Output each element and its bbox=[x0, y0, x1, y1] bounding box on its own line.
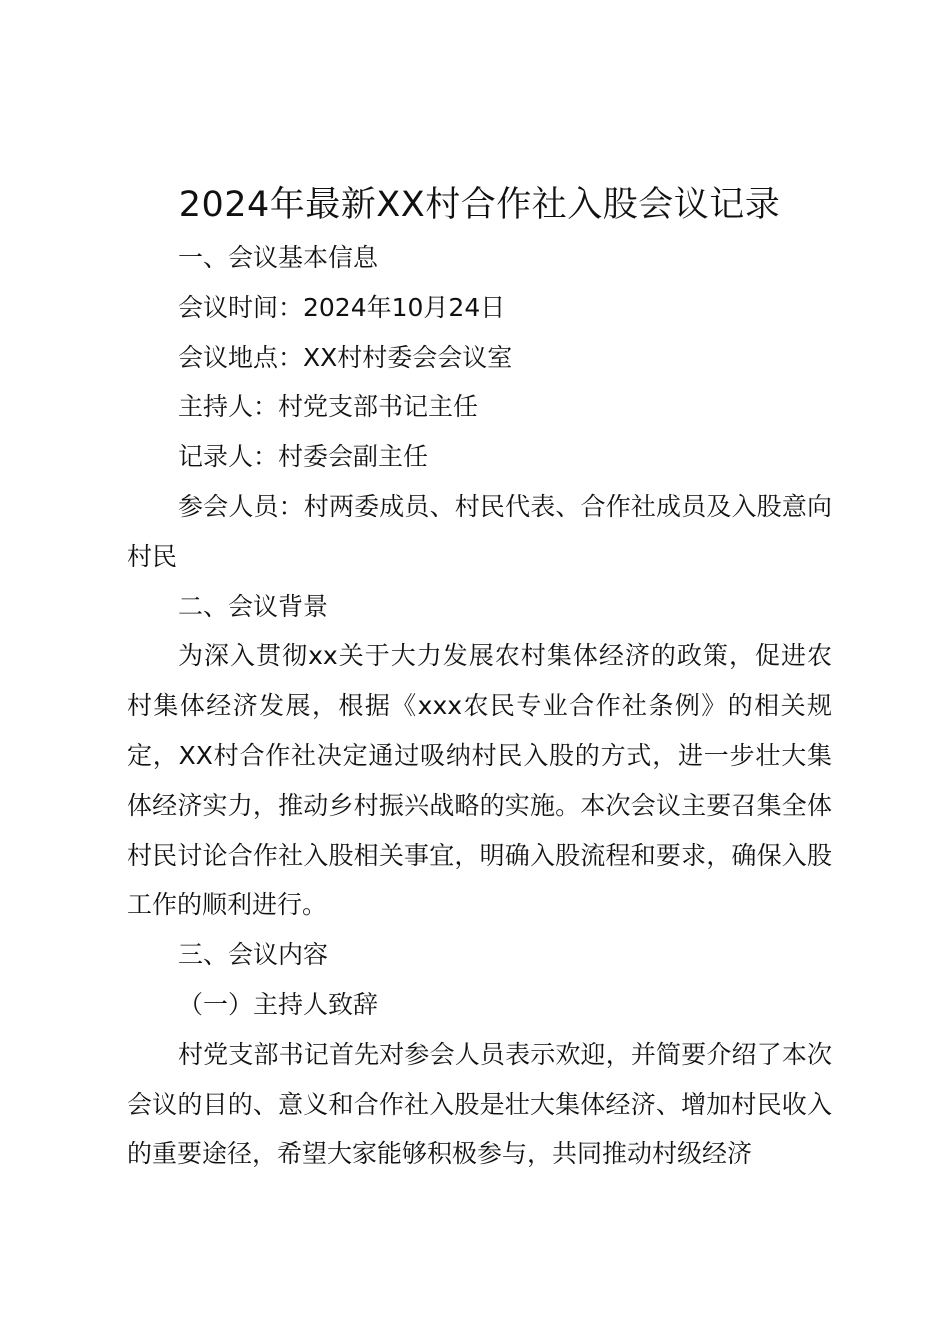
document-page bbox=[127, 178, 832, 1179]
background-paragraph: 为深入贯彻xx关于大力发展农村集体经济的政策，促进农村集体经济发展，根据《xxx农民专业合作社条例》的相关规定，XX村合作社决定通过吸纳村民入股的方式，进一步壮大集体经济实力，推动乡村振兴战略的实施。本次会议主要召集全体村民讨论合作社入股相关事宜，明确入股流程和要求，确保入股工作的顺利进行。 bbox=[127, 641, 832, 920]
meeting-location: 会议地点：XX村村委会会议室 bbox=[178, 342, 513, 372]
subsection-heading-host-speech: （一）主持人致辞 bbox=[178, 989, 379, 1019]
section-heading-basic-info: 一、会议基本信息 bbox=[178, 243, 379, 272]
document-title: 2024年最新XX村合作社入股会议记录 bbox=[178, 185, 781, 225]
meeting-attendees: 参会人员：村两委成员、村民代表、合作社成员及入股意向村民 bbox=[127, 491, 832, 571]
section-heading-background: 二、会议背景 bbox=[178, 591, 329, 621]
meeting-host: 主持人：村党支部书记主任 bbox=[178, 392, 479, 422]
meeting-recorder: 记录人：村委会副主任 bbox=[178, 442, 429, 472]
meeting-time: 会议时间：2024年10月24日 bbox=[178, 292, 506, 322]
section-heading-content: 三、会议内容 bbox=[178, 940, 329, 970]
host-speech-paragraph: 村党支部书记首先对参会人员表示欢迎，并简要介绍了本次会议的目的、意义和合作社入股是壮大集体经济、增加村民收入的重要途径，希望大家能够积极参与，共同推动村级经济 bbox=[127, 1039, 832, 1169]
